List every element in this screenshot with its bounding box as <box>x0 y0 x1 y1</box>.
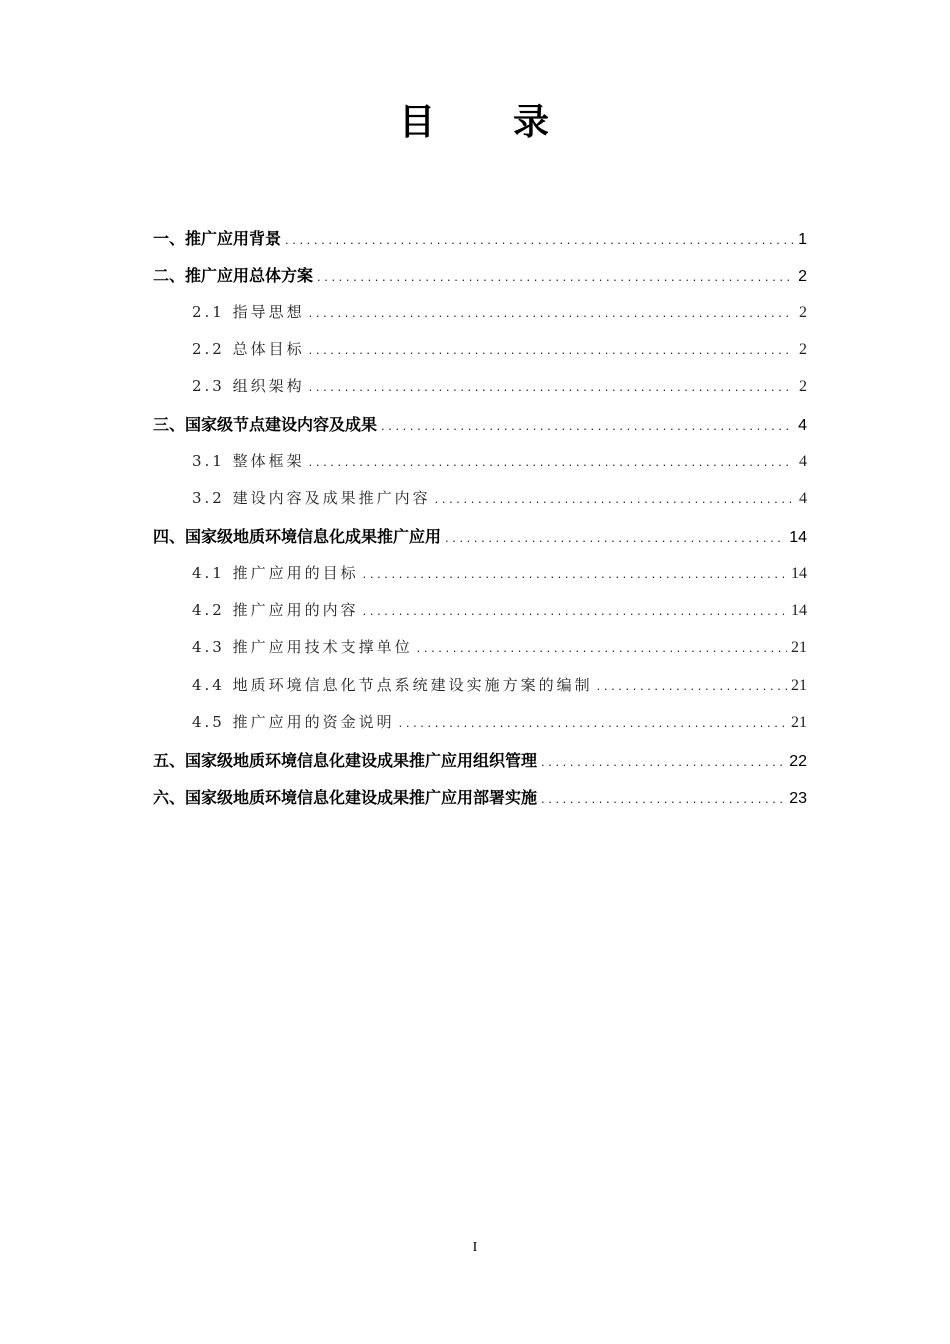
toc-dot-leader <box>417 640 787 655</box>
toc-dot-leader <box>309 379 793 394</box>
toc-entry-page-number: 14 <box>789 529 807 547</box>
toc-entry-page-number: 2 <box>799 340 807 358</box>
toc-entry-chapter[interactable] <box>153 524 807 561</box>
table-of-contents <box>153 226 807 823</box>
toc-entry-label: 4.4 地质环境信息化节点系统建设实施方案的编制 <box>192 675 593 694</box>
toc-entry-label: 2.1 指导思想 <box>192 302 305 321</box>
toc-entry-page-number: 4 <box>799 452 807 470</box>
page-title: 目 录 <box>398 101 551 143</box>
toc-entry-label: 4.1 推广应用的目标 <box>192 563 359 582</box>
toc-entry-chapter[interactable] <box>153 785 807 822</box>
toc-entry-label: 4.5 推广应用的资金说明 <box>192 712 395 731</box>
toc-entry-page-number: 4 <box>798 417 807 435</box>
toc-entry-page-number: 14 <box>791 601 807 619</box>
toc-entry-label: 四、国家级地质环境信息化成果推广应用 <box>153 527 442 547</box>
toc-entry-label: 一、推广应用背景 <box>153 229 282 248</box>
toc-entry-section[interactable] <box>153 301 807 338</box>
toc-entry-label: 六、国家级地质环境信息化建设成果推广应用部署实施 <box>153 788 538 808</box>
toc-entry-chapter[interactable] <box>153 412 807 449</box>
toc-entry-page-number: 23 <box>789 790 807 808</box>
toc-dot-leader <box>309 454 793 469</box>
toc-dot-leader <box>399 715 787 730</box>
toc-entry-page-number: 2 <box>799 303 807 321</box>
toc-dot-leader <box>597 678 787 693</box>
page-number-footer: I <box>472 1240 478 1255</box>
toc-entry-label: 五、国家级地质环境信息化建设成果推广应用组织管理 <box>153 751 538 771</box>
toc-entry-section[interactable] <box>153 487 807 524</box>
toc-entry-page-number: 2 <box>799 378 807 396</box>
toc-entry-label: 3.2 建设内容及成果推广内容 <box>192 489 431 508</box>
toc-entry-label: 3.1 整体框架 <box>192 451 305 470</box>
toc-entry-chapter[interactable] <box>153 226 807 263</box>
toc-dot-leader <box>363 603 787 618</box>
toc-dot-leader <box>435 491 793 506</box>
toc-entry-label: 三、国家级节点建设内容及成果 <box>153 415 378 435</box>
toc-entry-section[interactable] <box>153 338 807 375</box>
toc-dot-leader <box>445 530 785 545</box>
toc-dot-leader <box>541 791 785 806</box>
toc-entry-page-number: 22 <box>789 753 807 771</box>
toc-entry-label: 二、推广应用总体方案 <box>153 266 314 286</box>
toc-entry-page-number: 21 <box>791 713 807 731</box>
toc-entry-page-number: 21 <box>791 676 807 694</box>
toc-entry-chapter[interactable] <box>153 748 807 785</box>
toc-entry-section[interactable] <box>153 562 807 599</box>
toc-entry-section[interactable] <box>153 375 807 412</box>
toc-dot-leader <box>309 305 793 320</box>
toc-entry-section[interactable] <box>153 450 807 487</box>
toc-dot-leader <box>285 232 793 247</box>
toc-dot-leader <box>381 418 793 433</box>
toc-entry-section[interactable] <box>153 636 807 673</box>
toc-entry-page-number: 1 <box>798 231 807 248</box>
toc-entry-section[interactable] <box>153 599 807 636</box>
toc-entry-label: 2.3 组织架构 <box>192 377 305 396</box>
toc-entry-label: 4.3 推广应用技术支撑单位 <box>192 638 413 657</box>
toc-entry-chapter[interactable] <box>153 263 807 300</box>
toc-entry-page-number: 2 <box>798 268 807 286</box>
toc-entry-label: 4.2 推广应用的内容 <box>192 600 359 619</box>
toc-entry-section[interactable] <box>153 711 807 748</box>
toc-entry-page-number: 4 <box>799 490 807 508</box>
toc-entry-page-number: 21 <box>791 639 807 657</box>
toc-dot-leader <box>363 566 787 581</box>
toc-dot-leader <box>317 269 793 284</box>
toc-entry-section[interactable] <box>153 674 807 711</box>
toc-entry-label: 2.2 总体目标 <box>192 339 305 358</box>
toc-dot-leader <box>541 754 785 769</box>
toc-dot-leader <box>309 342 793 357</box>
toc-entry-page-number: 14 <box>791 564 807 582</box>
